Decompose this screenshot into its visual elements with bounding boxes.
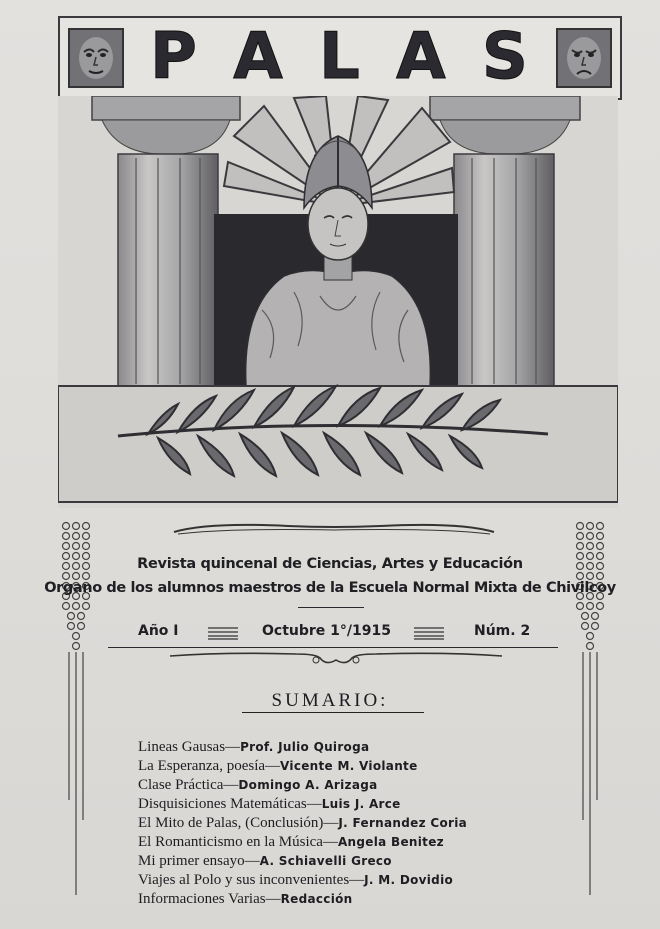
article-author: A. Schiavelli Greco [259, 854, 392, 868]
article-author: J. M. Dovidio [364, 873, 454, 887]
article-author: Prof. Julio Quiroga [240, 740, 370, 754]
sumario-heading: SUMARIO: [271, 690, 389, 711]
article-title: Viajes al Polo y sus inconvenientes— [138, 872, 365, 888]
list-item [138, 757, 558, 776]
article-title: Mi primer ensayo— [138, 853, 260, 869]
article-author: Luis J. Arce [321, 797, 401, 811]
article-author: Domingo A. Arizaga [238, 778, 378, 792]
article-title: La Esperanza, poesía— [138, 758, 281, 774]
top-flourish-icon [168, 518, 500, 542]
issue-info [110, 614, 558, 639]
list-item [138, 814, 558, 833]
title-letter: S [481, 20, 530, 94]
article-author: Vicente M. Violante [280, 759, 418, 773]
article-title: Clase Práctica— [138, 777, 239, 793]
article-title: El Romanticismo en la Música— [138, 834, 338, 850]
issue-year: Año I [138, 623, 179, 639]
title-letter: A [396, 20, 448, 94]
article-author: J. Fernandez Coria [338, 816, 468, 830]
title-letter: L [319, 20, 362, 94]
list-item [138, 795, 558, 814]
article-author: Redacción [280, 892, 353, 906]
issue-number: Núm. 2 [474, 623, 531, 639]
list-item [138, 852, 558, 871]
issue-date: Octubre 1°/1915 [262, 623, 391, 639]
list-item [138, 833, 558, 852]
organo-line: Organo de los alumnos maestros de la Escuela Normal Mixta de Chivilcoy [44, 580, 616, 596]
article-title: Disquisiciones Matemáticas— [138, 796, 322, 812]
theatre-mask-left-icon [68, 28, 124, 88]
magazine-title [136, 20, 544, 94]
list-item [138, 738, 558, 757]
article-author: Angela Benitez [337, 835, 444, 849]
theatre-mask-right-icon [556, 28, 612, 88]
article-title: Informaciones Varias— [138, 891, 281, 907]
hatch-icon [208, 626, 238, 640]
pallas-bust-illustration [58, 96, 618, 508]
list-item [138, 776, 558, 795]
list-item [138, 871, 558, 890]
article-title: El Mito de Palas, (Conclusión)— [138, 815, 339, 831]
short-divider [298, 607, 364, 608]
hatch-icon [414, 626, 444, 640]
table-of-contents [138, 738, 558, 909]
article-title: Lineas Gausas— [138, 739, 241, 755]
title-letter: P [150, 20, 199, 94]
title-letter: A [233, 20, 285, 94]
sumario-underline [242, 712, 424, 713]
subtitle: Revista quincenal de Ciencias, Artes y Educación [137, 556, 523, 572]
list-item [138, 890, 558, 909]
masthead [58, 16, 622, 100]
bottom-flourish-icon [166, 648, 506, 670]
